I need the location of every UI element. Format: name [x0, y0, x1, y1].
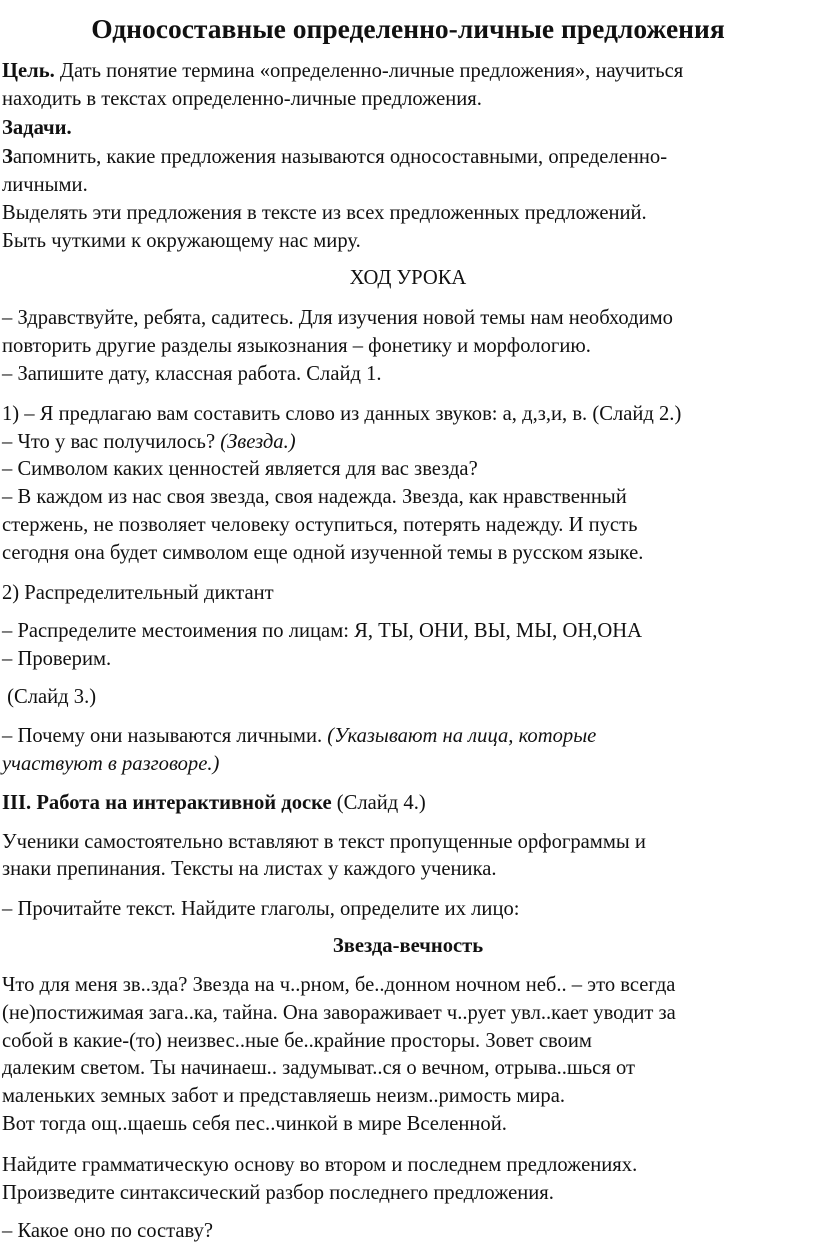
part1-line-5: стержень, не позволяет человеку оступиться, потерять надежду. И пусть [2, 514, 638, 536]
part2-line-2: – Проверим. [2, 648, 112, 670]
part1-line-4: – В каждом из нас своя звезда, своя надежда. Звезда, как нравственный [2, 486, 627, 508]
part3-line-2: знаки препинания. Тексты на листах у каждого ученика. [2, 858, 497, 880]
tasks-line-1-text: апомнить, какие предложения называются односоставными, определенно- [12, 146, 668, 168]
part1-line-1: 1) – Я предлагаю вам составить слово из данных звуков: а, д,з,и, в. (Слайд 2.) [2, 403, 682, 425]
part3-heading-bold: III. Работа на интерактивной доске [2, 792, 332, 814]
part3-line-3: – Прочитайте текст. Найдите глаголы, определите их лицо: [2, 898, 520, 920]
text-line: Что для меня зв..зда? Звезда на ч..рном, бе..донном ночном неб.. – это всегда [2, 974, 676, 996]
part2-line-1: – Распределите местоимения по лицам: Я, ТЫ, ОНИ, ВЫ, МЫ, ОН,ОНА [2, 620, 642, 642]
text-line: далеким светом. Ты начинаеш.. задумыват..ся о вечном, отрыва..шься от [2, 1057, 635, 1079]
intro-line-3: – Запишите дату, классная работа. Слайд 1. [2, 363, 382, 385]
part1-line-2 [2, 429, 296, 455]
goal-text-1: Дать понятие термина «определенно-личные предложения», научиться [59, 60, 684, 82]
part2-answer-1: (Указывают на лица, которые [327, 725, 597, 747]
text-line: Вот тогда ощ..щаешь себя пес..чинкой в мире Вселенной. [2, 1113, 507, 1135]
part2-question-line-1 [2, 723, 596, 749]
part2-question-line-2 [2, 751, 219, 777]
part2-slide: (Слайд 3.) [2, 686, 97, 708]
tasks-label-text: Задачи. [2, 117, 72, 139]
part3-heading-slide: (Слайд 4.) [331, 792, 426, 814]
final-line-3: – Какое оно по составу? [2, 1220, 214, 1242]
tasks-line-1 [2, 144, 667, 170]
tasks-line-4: Быть чуткими к окружающему нас миру. [2, 230, 361, 252]
intro-line-1: – Здравствуйте, ребята, садитесь. Для изучения новой темы нам необходимо [2, 307, 673, 329]
text-line: (не)постижимая зага..ка, тайна. Она завораживает ч..рует увл..кает уводит за [2, 1002, 676, 1024]
final-line-2: Произведите синтаксический разбор последнего предложения. [2, 1182, 554, 1204]
tasks-line-2: личными. [2, 174, 88, 196]
goal-line-1 [2, 58, 683, 84]
tasks-label [2, 115, 72, 141]
part2-question: – Почему они называются личными. [2, 725, 328, 747]
text-line: маленьких земных забот и представляешь неизм..римость мира. [2, 1085, 565, 1107]
document-title: Односоставные определенно-личные предложения [91, 13, 725, 44]
part1-line-6: сегодня она будет символом еще одной изученной темы в русском языке. [2, 542, 644, 564]
lesson-heading: ХОД УРОКА [349, 267, 467, 289]
text-line: собой в какие-(то) неизвес..ные бе..крайние просторы. Зовет своим [2, 1030, 592, 1052]
tasks-first-letter: З [2, 146, 13, 168]
final-line-1: Найдите грамматическую основу во втором и последнем предложениях. [2, 1154, 638, 1176]
part1-line-3: – Символом каких ценностей является для вас звезда? [2, 458, 478, 480]
part2-heading: 2) Распределительный диктант [2, 582, 274, 604]
intro-line-2: повторить другие разделы языкознания – фонетику и морфологию. [2, 335, 591, 357]
tasks-line-3: Выделять эти предложения в тексте из всех предложенных предложений. [2, 202, 647, 224]
goal-label: Цель. [2, 60, 55, 82]
part1-question: – Что у вас получилось? [2, 431, 221, 453]
text-title [0, 933, 816, 959]
text-title-bold: Звезда-вечность [332, 935, 484, 957]
part3-heading [2, 790, 426, 816]
goal-line-2: находить в текстах определенно-личные предложения. [2, 88, 482, 110]
part3-line-1: Ученики самостоятельно вставляют в текст пропущенные орфограммы и [2, 831, 646, 853]
part2-answer-2: участвуют в разговоре.) [2, 753, 220, 775]
part1-answer: (Звезда.) [220, 431, 296, 453]
